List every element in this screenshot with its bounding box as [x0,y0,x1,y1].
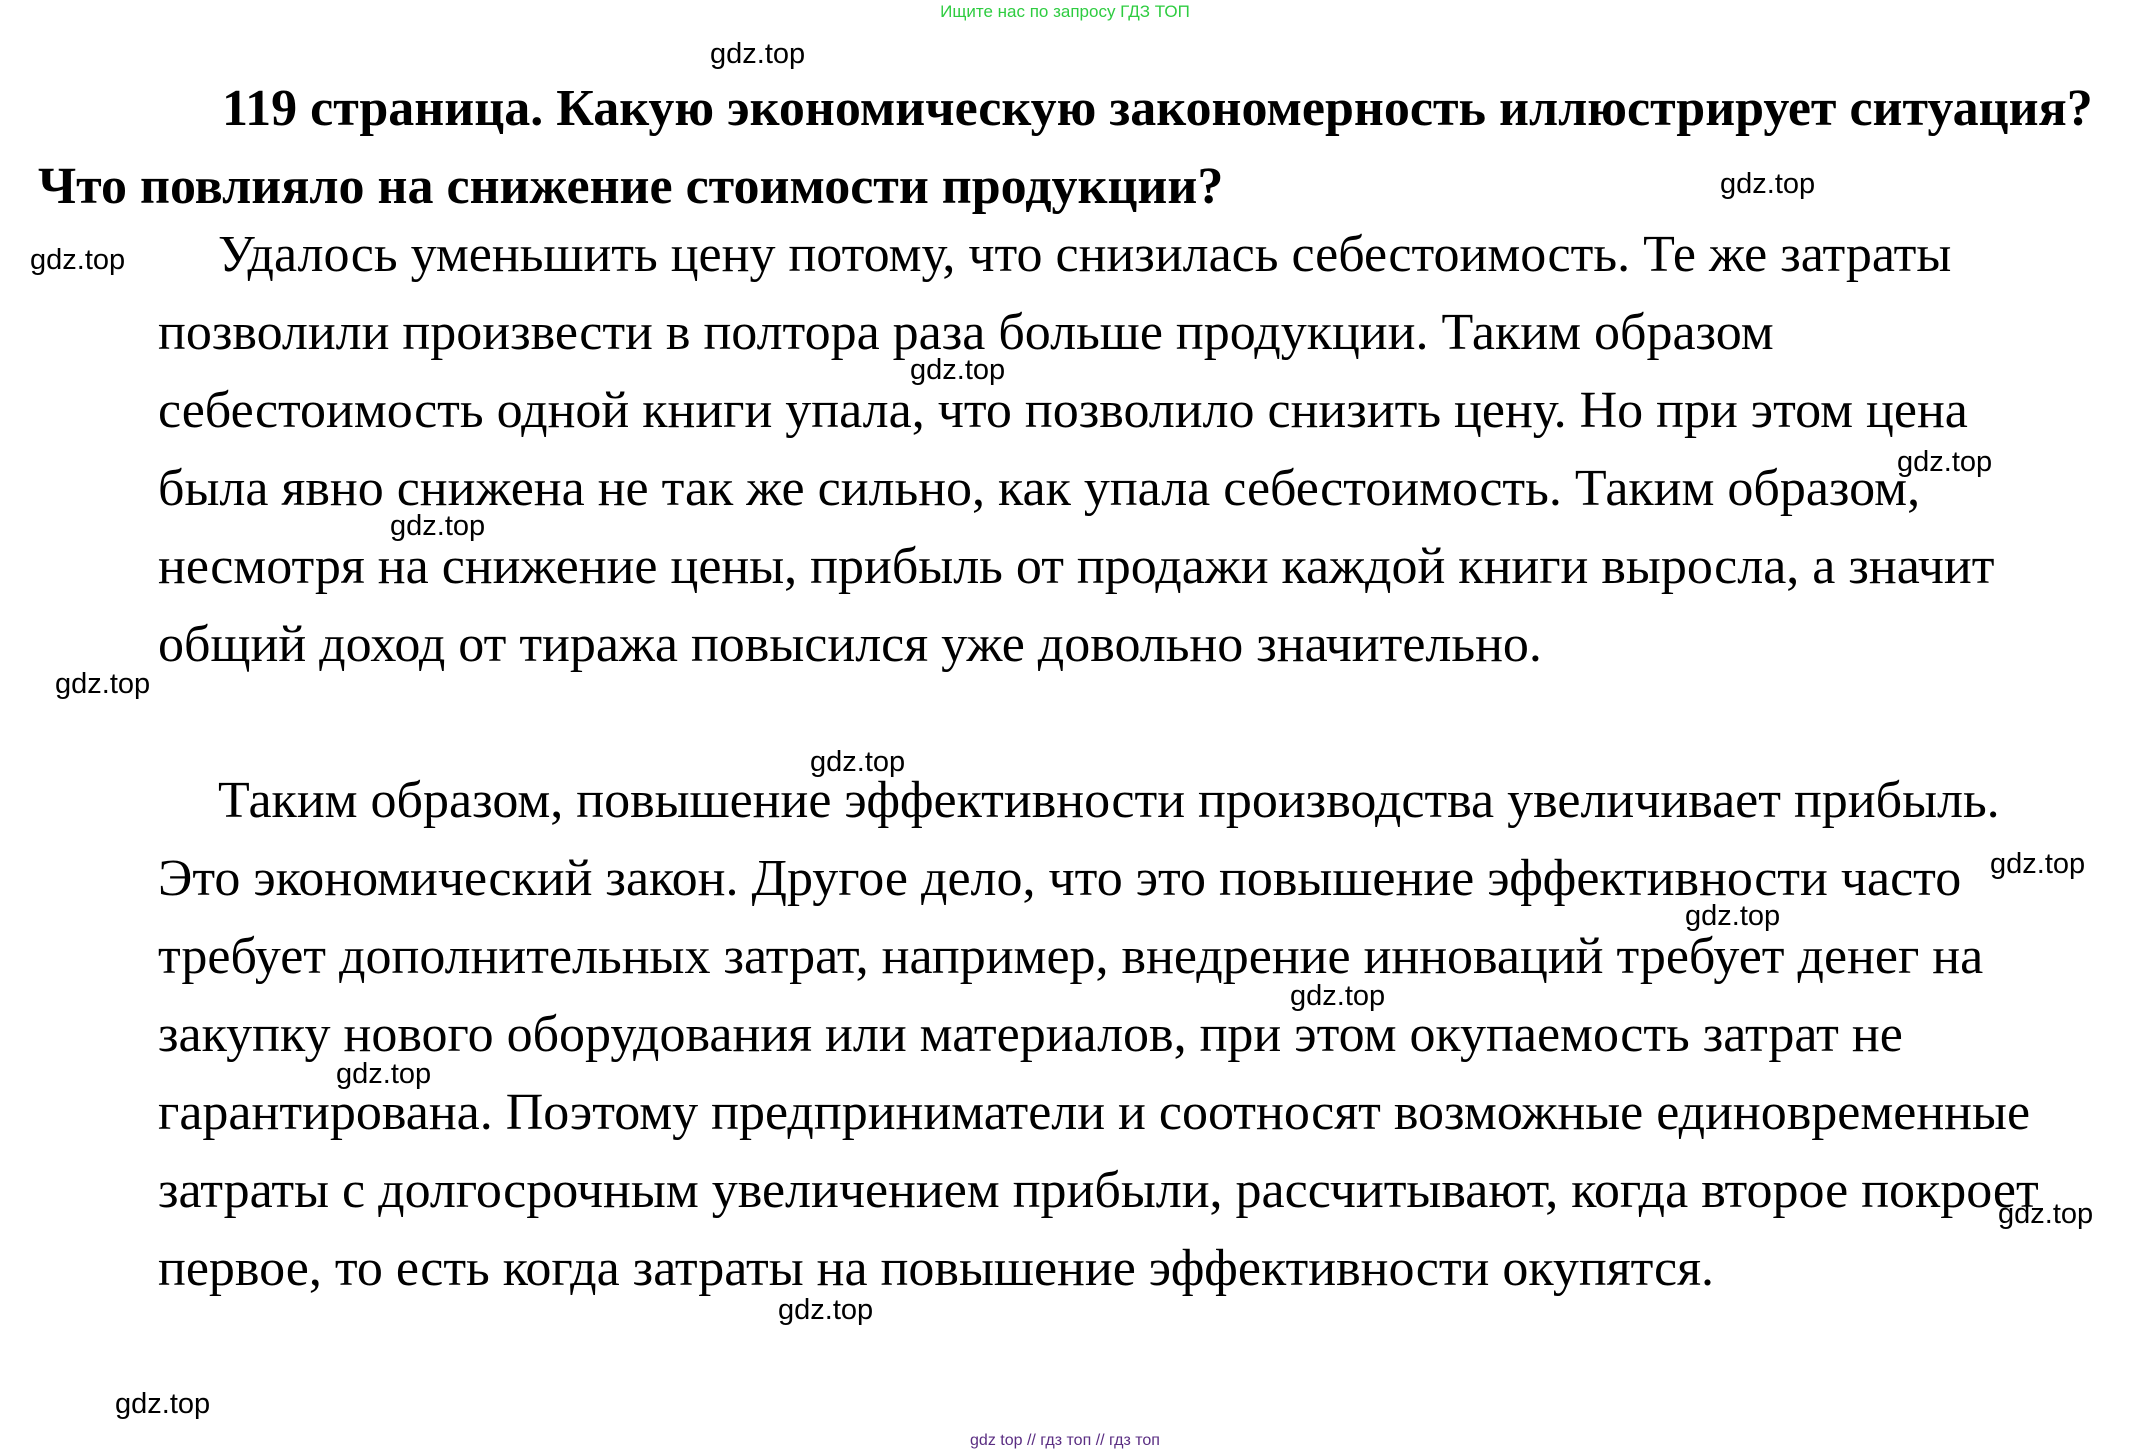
watermark: gdz.top [810,746,906,778]
watermark: gdz.top [1685,900,1781,932]
watermark: gdz.top [390,510,486,542]
watermark: gdz.top [910,354,1006,386]
answer-paragraph-1: Удалось уменьшить цену потому, что снизилась себестоимость. Те же затраты позволили произвести в полтора раза больше продукции. Таким образом себестоимость одной книги упала, что позволило снизить цену. Но при этом цена была явно снижена не так же сильно, как упала себестоимость. Таким образом, несмотря на снижение цены, прибыль от продажи каждой книги выросла, а значит общий доход от тиража повысился уже довольно значительно. [158,226,1995,673]
watermark: gdz.top [115,1388,211,1420]
watermark: gdz.top [1998,1198,2094,1230]
top-banner: Ищите нас по запросу ГДЗ ТОП [940,2,1190,21]
watermark: gdz.top [1720,168,1816,200]
watermark: gdz.top [710,38,806,70]
watermark: gdz.top [1990,848,2086,880]
watermark: gdz.top [336,1058,432,1090]
question-title: 119 страница. Какую экономическую закономерность иллюстрирует ситуация? Что повлияло на снижение стоимости продукции? [38,80,2093,215]
watermark: gdz.top [30,244,126,276]
bottom-links[interactable]: gdz top // гдз топ // гдз топ [970,1432,1160,1449]
watermark: gdz.top [778,1294,874,1326]
answer-paragraph-2: Таким образом, повышение эффективности производства увеличивает прибыль. Это экономический закон. Другое дело, что это повышение эффективности часто требует дополнительных затрат, например, внедрение инноваций требует денег на закупку нового оборудования или материалов, при этом окупаемость затрат не гарантирована. Поэтому предприниматели и соотносят возможные единовременные затраты с долгосрочным увеличением прибыли, рассчитывают, когда второе покроет первое, то есть когда затраты на повышение эффективности окупятся. [158,772,2039,1297]
watermark: gdz.top [1290,980,1386,1012]
watermark: gdz.top [1897,446,1993,478]
watermark: gdz.top [55,668,151,700]
